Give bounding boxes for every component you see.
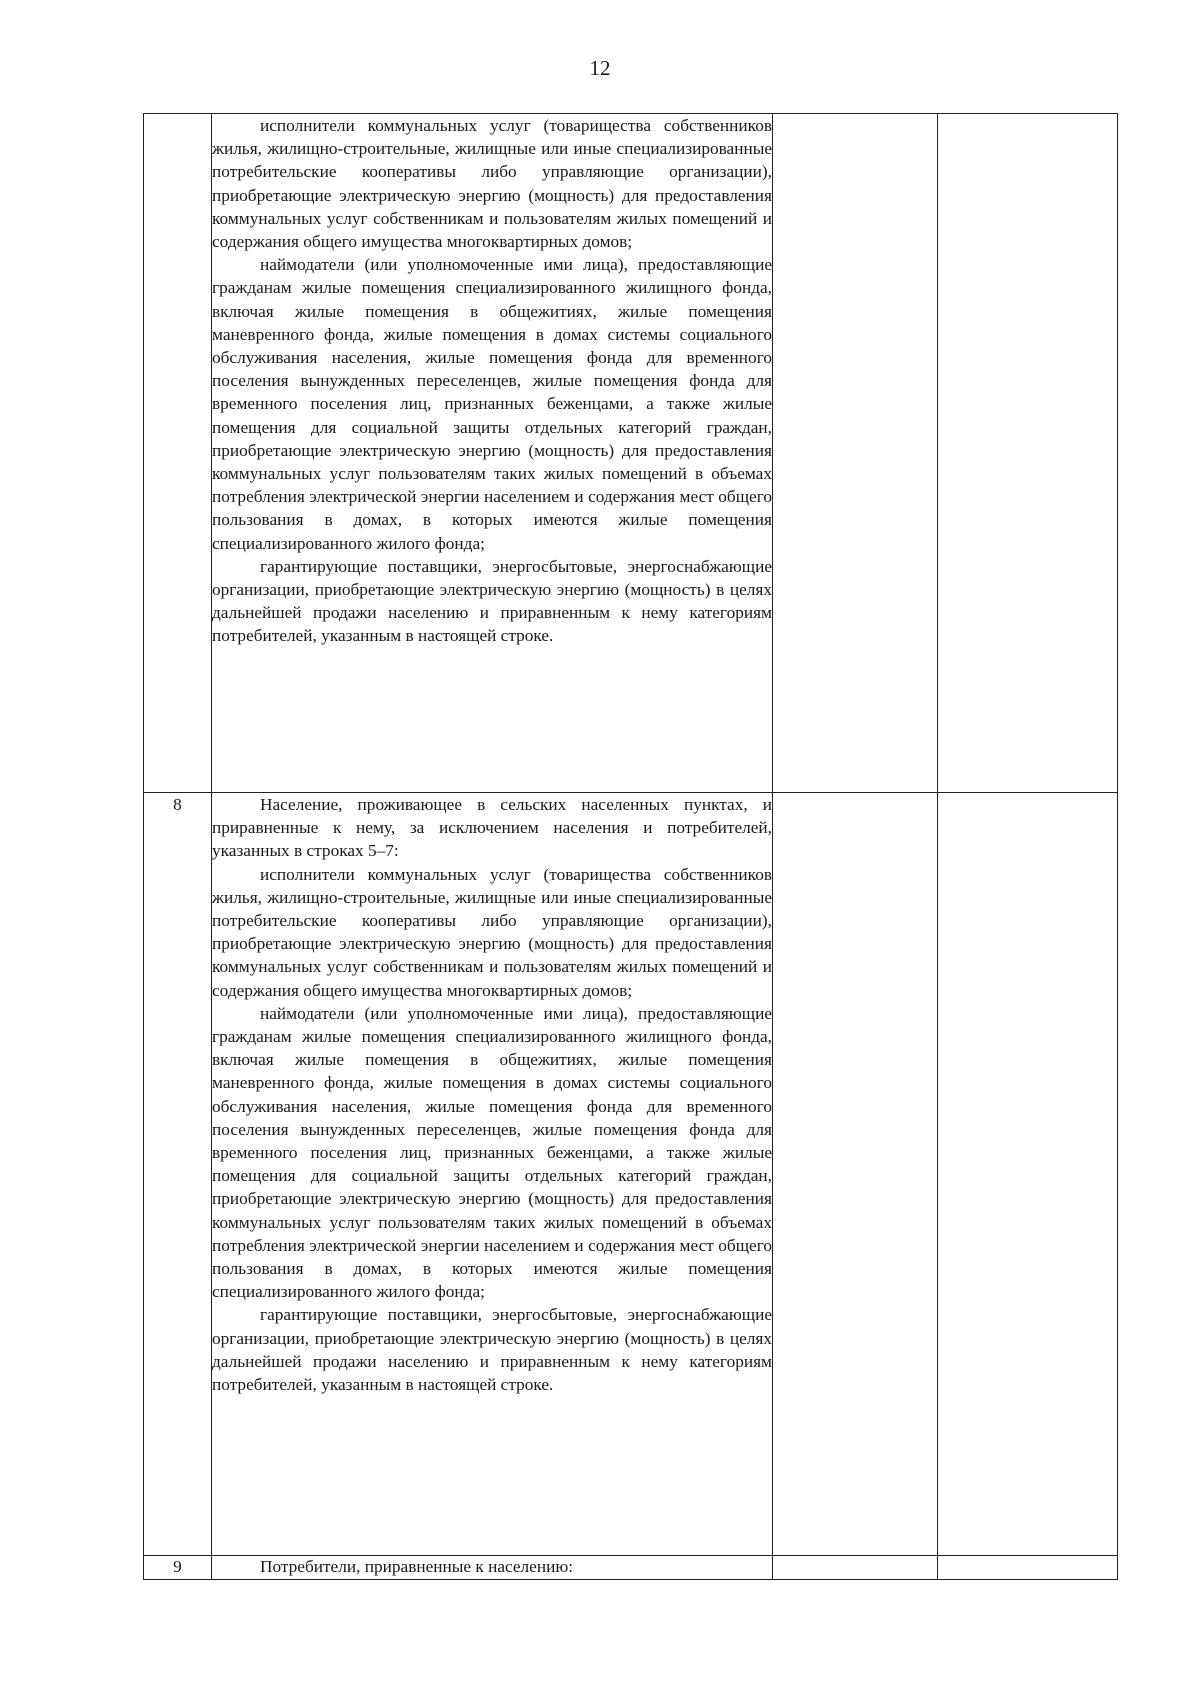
empty-cell bbox=[938, 1556, 1118, 1580]
paragraph: гарантирующие поставщики, энергосбытовые, энергоснабжающие организации, приобретающие электрическую энергию (мощность) в целях дальнейшей продажи населению и приравненным к нему категориям потребителей, указанным в настоящей строке. bbox=[212, 1305, 772, 1395]
paragraph: Население, проживающее в сельских населенных пунктах, и приравненные к нему, за исключением населения и потребителей, указанных в строках 5–7: bbox=[212, 795, 772, 861]
empty-cell bbox=[773, 1556, 938, 1580]
empty-cell bbox=[938, 114, 1118, 793]
row-number: 8 bbox=[144, 793, 212, 1556]
empty-cell bbox=[938, 793, 1118, 1556]
row-description bbox=[212, 1556, 773, 1580]
page-number: 12 bbox=[589, 56, 611, 80]
empty-cell bbox=[773, 793, 938, 1556]
empty-cell bbox=[773, 114, 938, 793]
paragraph: наймодатели (или уполномоченные ими лица), предоставляющие гражданам жилые помещения специализированного жилищного фонда, включая жилые помещения в общежитиях, жилые помещения маневренного фонда, жилые помещения в домах системы социального обслуживания населения, жилые помещения фонда для временного поселения вынужденных переселенцев, жилые помещения фонда для временного поселения лиц, признанных беженцами, а также жилые помещения для социальной защиты отдельных категорий граждан, приобретающие электрическую энергию (мощность) для предоставления коммунальных услуг пользователям таких жилых помещений в объемах потребления электрической энергии населением и содержания мест общего пользования в домах, в которых имеются жилые помещения специализированного жилого фонда; bbox=[212, 255, 772, 553]
paragraph: исполнители коммунальных услуг (товарищества собственников жилья, жилищно-строительные, жилищные или иные специализированные потребительские кооперативы либо управляющие организации), приобретающие электрическую энергию (мощность) для предоставления коммунальных услуг собственникам и пользователям жилых помещений и содержания общего имущества многоквартирных домов; bbox=[212, 864, 772, 1000]
row-number: 9 bbox=[144, 1556, 212, 1580]
table-row bbox=[144, 793, 1118, 1556]
row-description bbox=[212, 114, 773, 793]
row-number bbox=[144, 114, 212, 793]
table-row bbox=[144, 1556, 1118, 1580]
paragraph: Потребители, приравненные к населению: bbox=[260, 1557, 574, 1576]
paragraph: наймодатели (или уполномоченные ими лица), предоставляющие гражданам жилые помещения специализированного жилищного фонда, включая жилые помещения в общежитиях, жилые помещения маневренного фонда, жилые помещения в домах системы социального обслуживания населения, жилые помещения фонда для временного поселения вынужденных переселенцев, жилые помещения фонда для временного поселения лиц, признанных беженцами, а также жилые помещения для социальной защиты отдельных категорий граждан, приобретающие электрическую энергию (мощность) для предоставления коммунальных услуг пользователям таких жилых помещений в объемах потребления электрической энергии населением и содержания мест общего пользования в домах, в которых имеются жилые помещения специализированного жилого фонда; bbox=[212, 1003, 772, 1302]
paragraph: исполнители коммунальных услуг (товарищества собственников жилья, жилищно-строительные, жилищные или иные специализированные потребительские кооперативы либо управляющие организации), приобретающие электрическую энергию (мощность) для предоставления коммунальных услуг собственникам и пользователям жилых помещений и содержания общего имущества многоквартирных домов; bbox=[212, 116, 772, 252]
table-row bbox=[144, 114, 1118, 793]
paragraph: гарантирующие поставщики, энергосбытовые, энергоснабжающие организации, приобретающие электрическую энергию (мощность) в целях дальнейшей продажи населению и приравненным к нему категориям потребителей, указанным в настоящей строке. bbox=[212, 556, 772, 646]
tariff-table bbox=[143, 113, 1118, 1580]
row-description bbox=[212, 793, 773, 1556]
